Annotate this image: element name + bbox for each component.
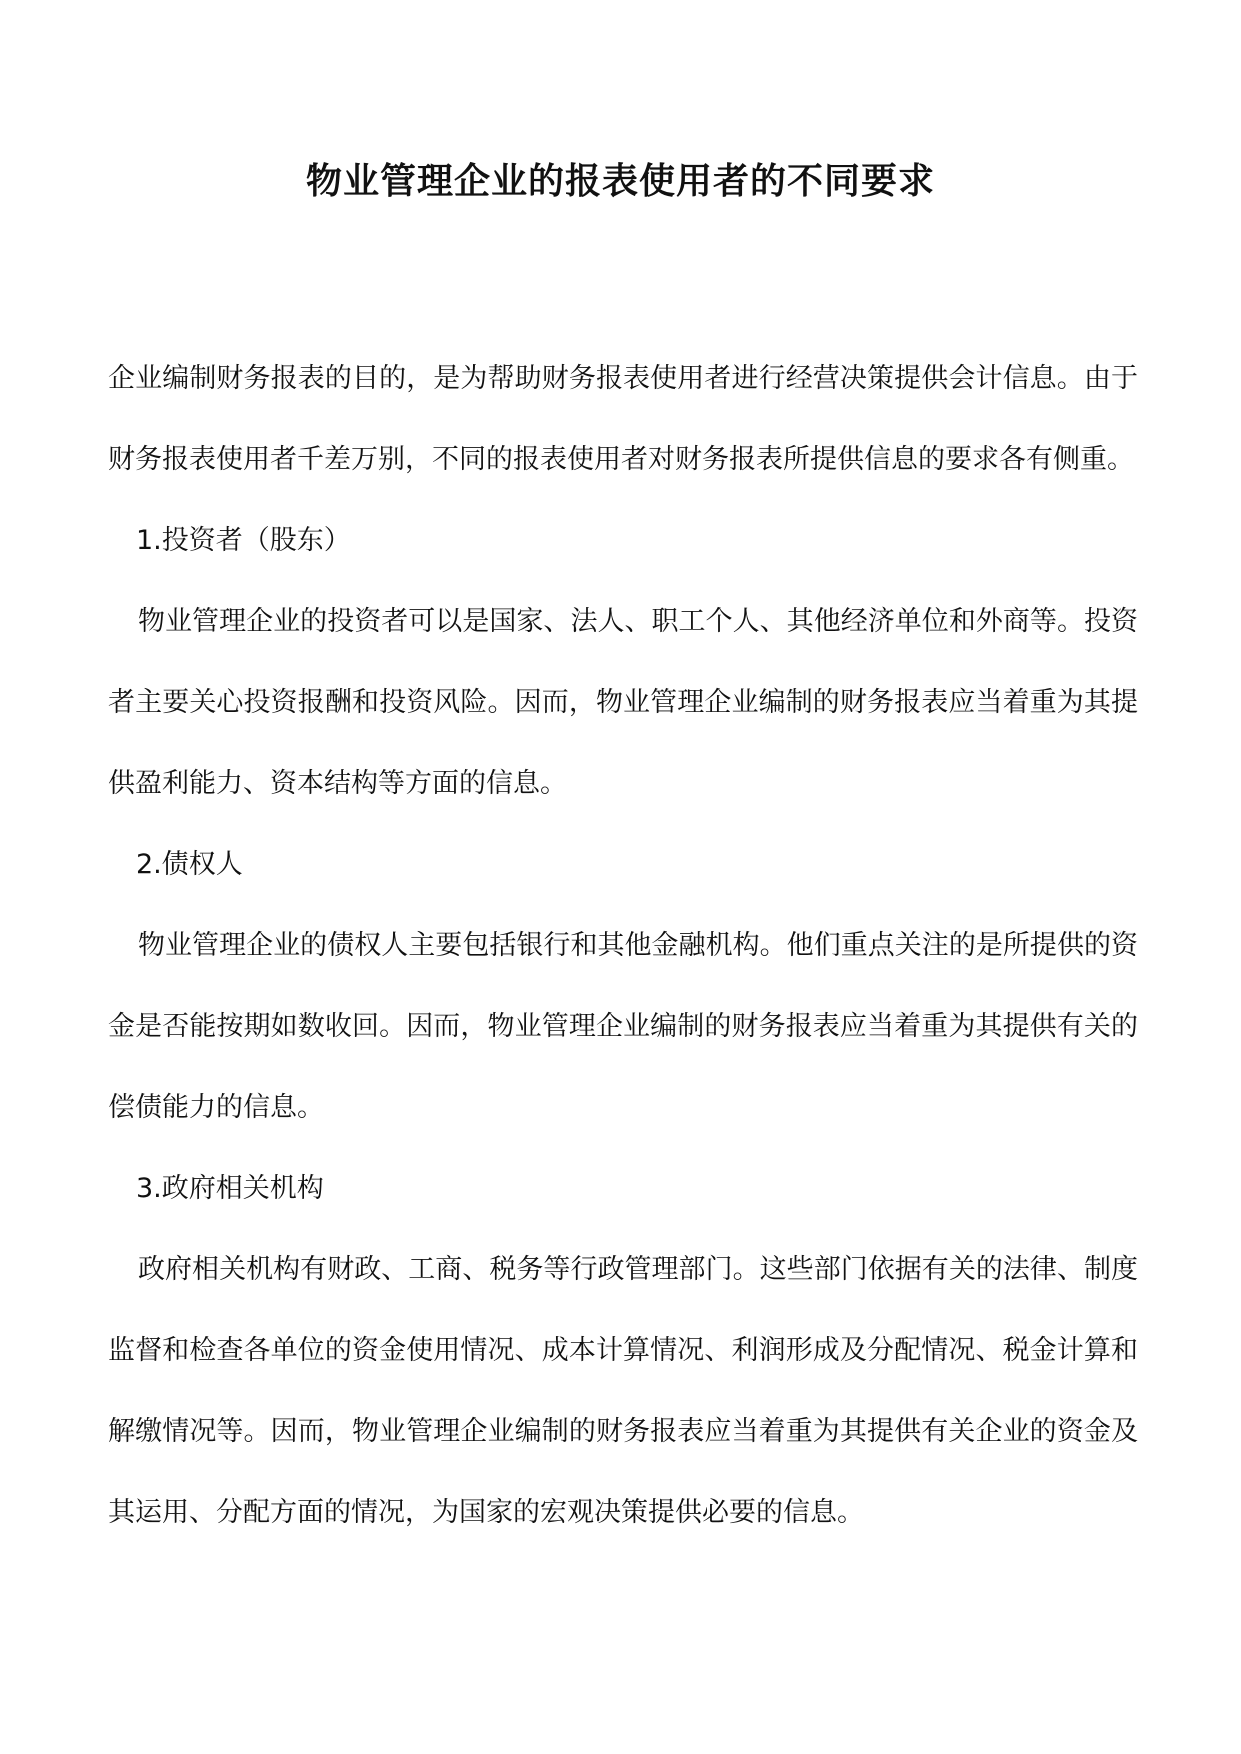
section-heading-creditors: 2.债权人 (136, 849, 243, 880)
document-title: 物业管理企业的报表使用者的不同要求 (305, 161, 935, 202)
section-heading-government: 3.政府相关机构 (136, 1173, 324, 1204)
section-heading-investors: 1.投资者（股东） (136, 525, 351, 556)
document-body (108, 338, 1138, 1553)
section-body-investors: 物业管理企业的投资者可以是国家、法人、职工个人、其他经济单位和外商等。投资者主要关心投资报酬和投资风险。因而，物业管理企业编制的财务报表应当着重为其提供盈利能力、资本结构等方面的信息。 (108, 606, 1138, 799)
section-body-government: 政府相关机构有财政、工商、税务等行政管理部门。这些部门依据有关的法律、制度监督和检查各单位的资金使用情况、成本计算情况、利润形成及分配情况、税金计算和解缴情况等。因而，物业管理企业编制的财务报表应当着重为其提供有关企业的资金及其运用、分配方面的情况，为国家的宏观决策提供必要的信息。 (108, 1254, 1138, 1528)
section-body-creditors: 物业管理企业的债权人主要包括银行和其他金融机构。他们重点关注的是所提供的资金是否能按期如数收回。因而，物业管理企业编制的财务报表应当着重为其提供有关的偿债能力的信息。 (108, 930, 1138, 1123)
intro-paragraph: 企业编制财务报表的目的，是为帮助财务报表使用者进行经营决策提供会计信息。由于财务报表使用者千差万别，不同的报表使用者对财务报表所提供信息的要求各有侧重。 (108, 363, 1138, 475)
